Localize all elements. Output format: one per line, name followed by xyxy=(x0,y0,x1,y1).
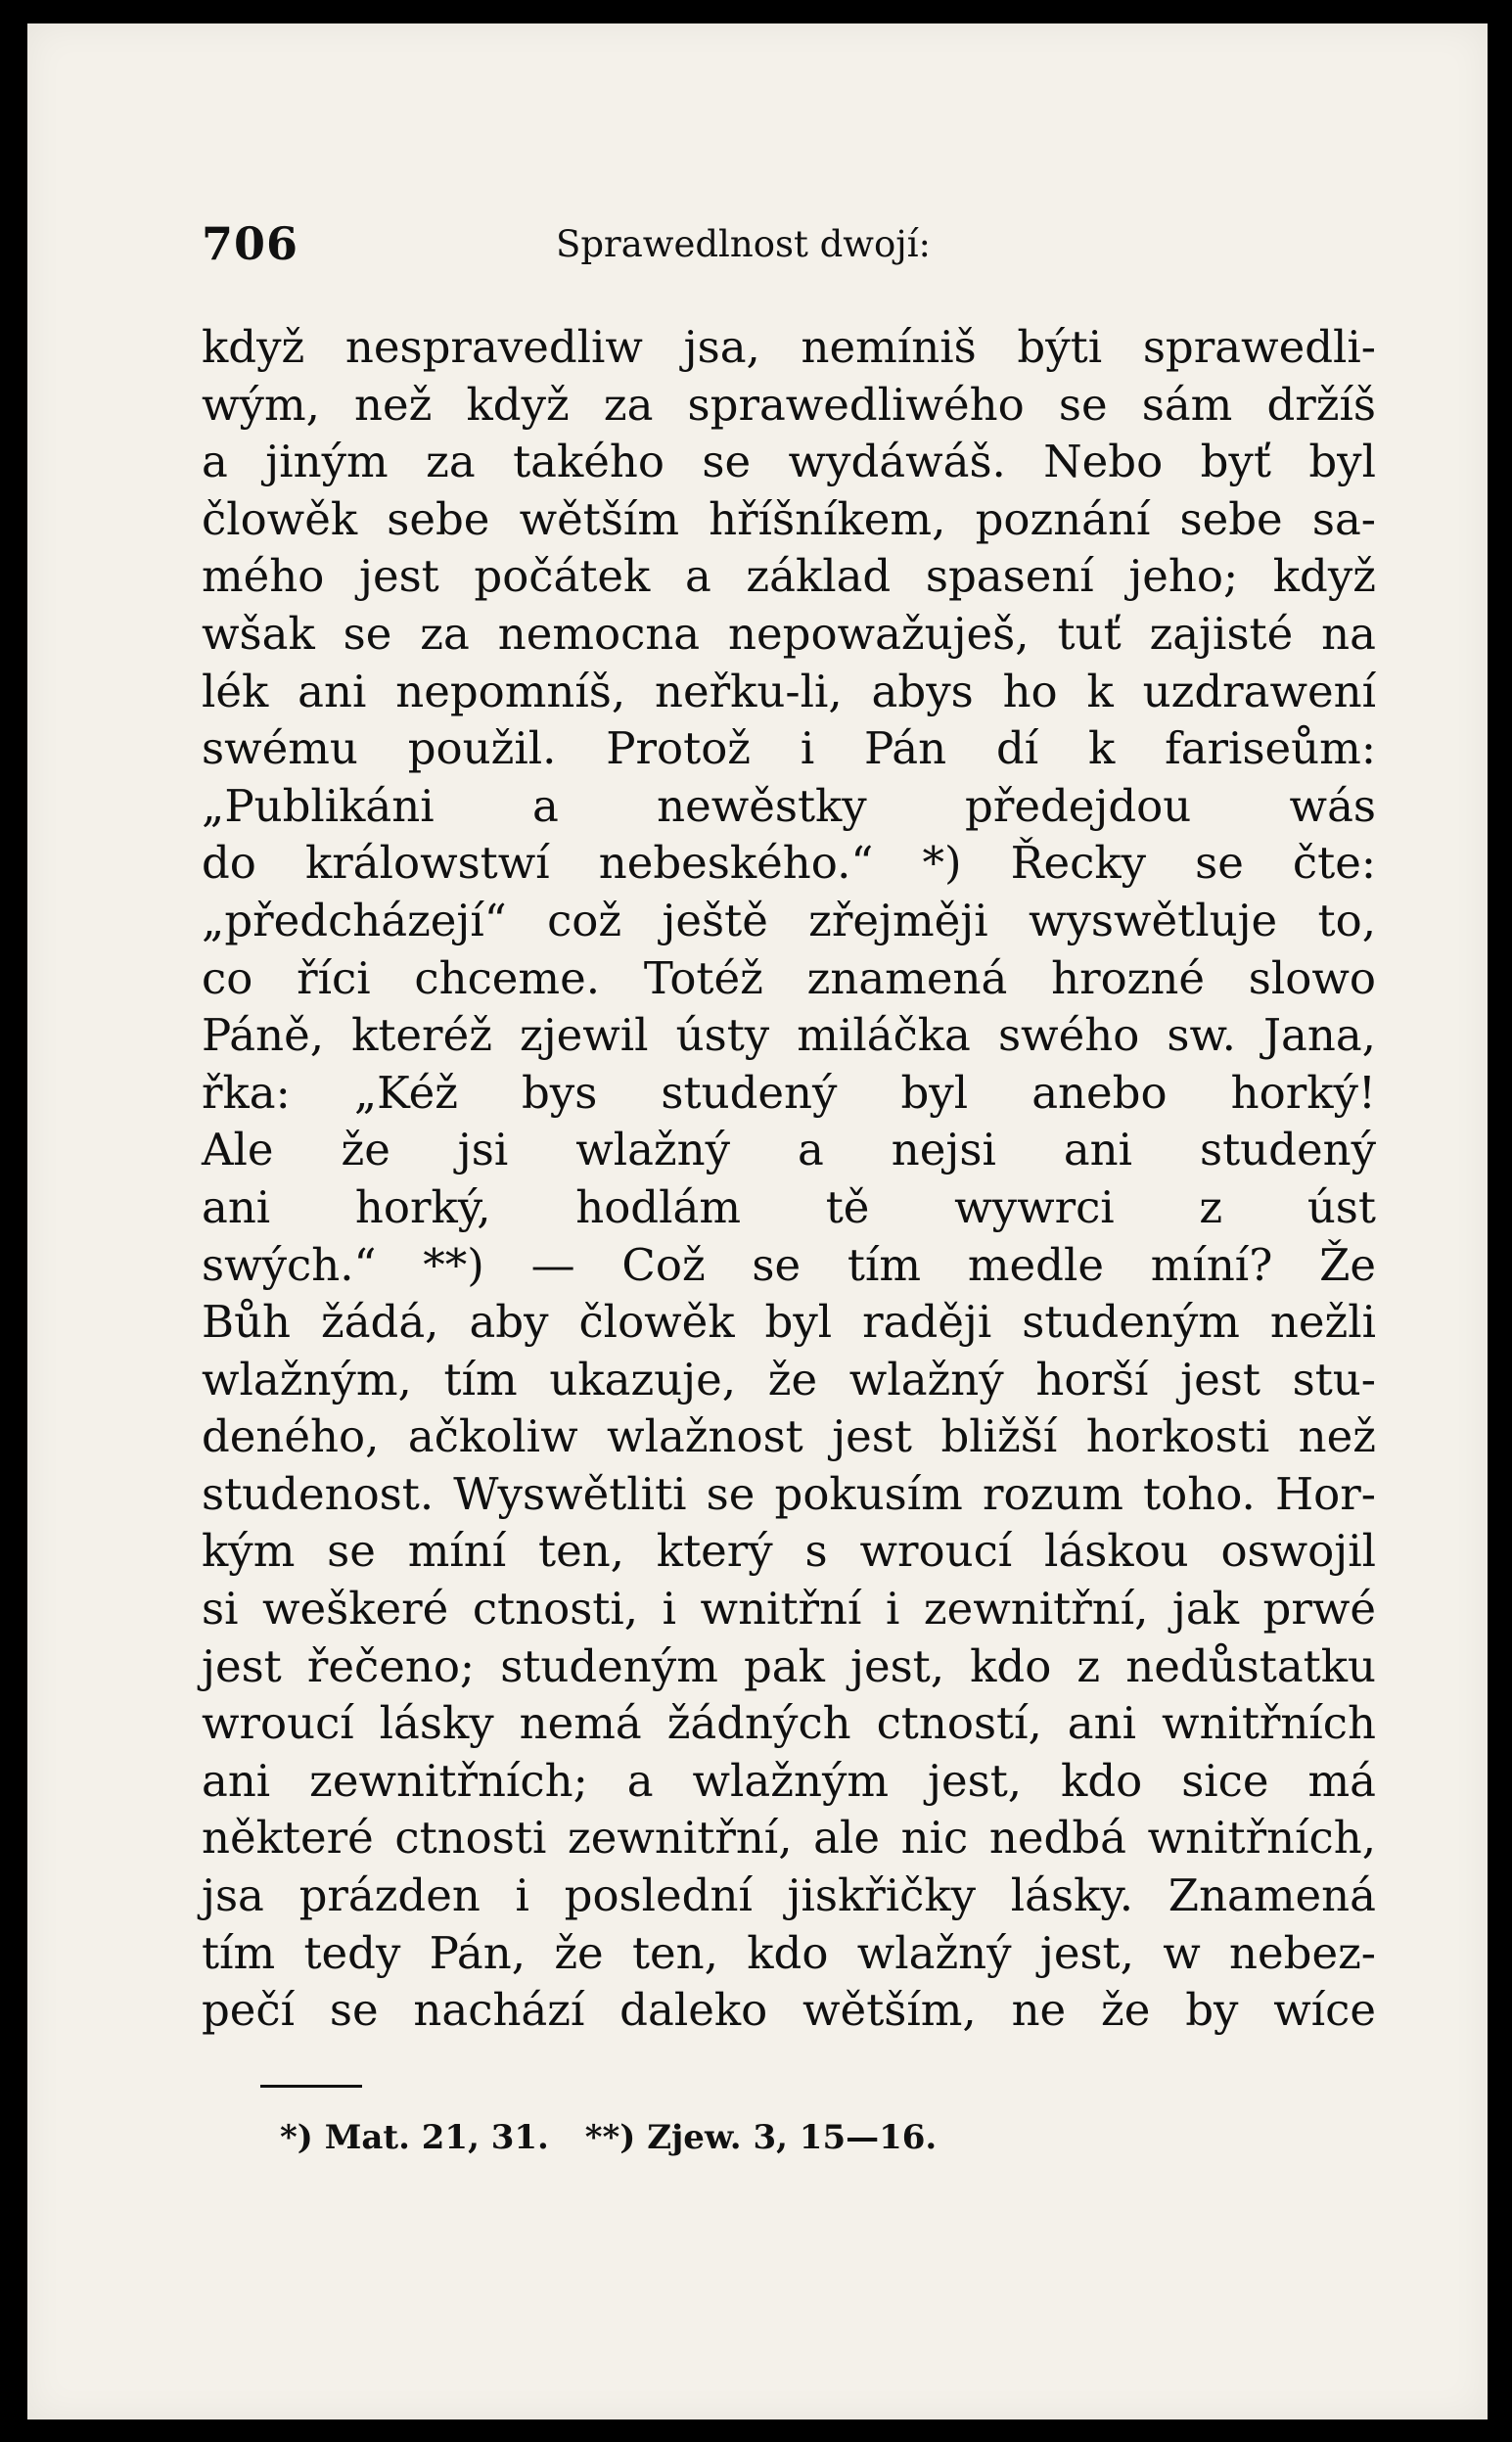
text-line: swých.“ **) — Což se tím medle míní? Že xyxy=(202,1238,1376,1291)
text-line: ani horký, hodlám tě wywrci z úst xyxy=(202,1180,1376,1233)
text-line: wšak se za nemocna nepowažuješ, tuť zajisté na xyxy=(202,607,1376,660)
page-header xyxy=(27,209,1488,288)
text-line: řka: „Kéž bys studený byl anebo horký! xyxy=(202,1066,1376,1119)
footnote-1: *) Mat. 21, 31. xyxy=(280,2118,549,2157)
text-line: a jiným za takého se wydáwáš. Nebo byť byl xyxy=(202,436,1376,488)
text-line: do králowstwí nebeského.“ *) Řecky se čte: xyxy=(202,837,1376,890)
text-line: „Publikáni a newěstky předejdou wás xyxy=(202,779,1376,832)
text-line: wroucí lásky nemá žádných ctností, ani wnitřních xyxy=(202,1697,1376,1750)
text-line: studenost. Wyswětliti se pokusím rozum toho. Hor- xyxy=(202,1467,1376,1520)
book-page xyxy=(27,23,1488,2419)
footnote-2: **) Zjew. 3, 15—16. xyxy=(584,2118,938,2157)
footnotes xyxy=(280,2118,962,2157)
text-line: některé ctnosti zewnitřní, ale nic nedbá wnitřních, xyxy=(202,1812,1376,1865)
text-line: jsa prázden i poslední jiskřičky lásky. Znamená xyxy=(202,1869,1376,1922)
text-line: ani zewnitřních; a wlažným jest, kdo sice má xyxy=(202,1754,1376,1807)
text-line: wlažným, tím ukazuje, že wlažný horší jest stu- xyxy=(202,1353,1376,1405)
text-line: kým se míní ten, který s wroucí láskou oswojil xyxy=(202,1525,1376,1578)
body-text xyxy=(202,319,1376,2040)
text-line: „předcházejí“ což ještě zřejměji wyswětluje to, xyxy=(202,894,1376,946)
text-line: jest řečeno; studeným pak jest, kdo z nedůstatku xyxy=(202,1639,1376,1692)
page-number: 706 xyxy=(202,217,299,270)
text-line: pečí se nachází daleko wětším, ne že by wíce xyxy=(202,1984,1376,2037)
text-line: co říci chceme. Totéž znamená hrozné slowo xyxy=(202,951,1376,1004)
text-line: když nespravedliw jsa, nemíniš býti sprawedli- xyxy=(202,321,1376,373)
text-line: Bůh žádá, aby člowěk byl raději studeným nežli xyxy=(202,1296,1376,1349)
text-line: tím tedy Pán, že ten, kdo wlažný jest, w nebez- xyxy=(202,1926,1376,1979)
running-title: Sprawedlnost dwojí: xyxy=(556,223,931,265)
text-line: lék ani nepomníš, neřku-li, abys ho k uzdrawení xyxy=(202,665,1376,717)
text-line: Ale že jsi wlažný a nejsi ani studený xyxy=(202,1124,1376,1176)
text-line: deného, ačkoliw wlažnost jest bližší horkosti než xyxy=(202,1410,1376,1463)
text-line: wým, než když za sprawedliwého se sám držíš xyxy=(202,378,1376,431)
footnote-divider xyxy=(260,2085,362,2088)
text-line: si weškeré ctnosti, i wnitřní i zewnitřní, jak prwé xyxy=(202,1583,1376,1636)
text-line: mého jest počátek a základ spasení jeho; když xyxy=(202,550,1376,603)
text-line: swému použil. Protož i Pán dí k fariseům: xyxy=(202,722,1376,775)
text-line: Páně, kteréž zjewil ústy miláčka swého sw. Jana, xyxy=(202,1009,1376,1062)
text-line: člowěk sebe wětším hříšníkem, poznání sebe sa- xyxy=(202,492,1376,545)
